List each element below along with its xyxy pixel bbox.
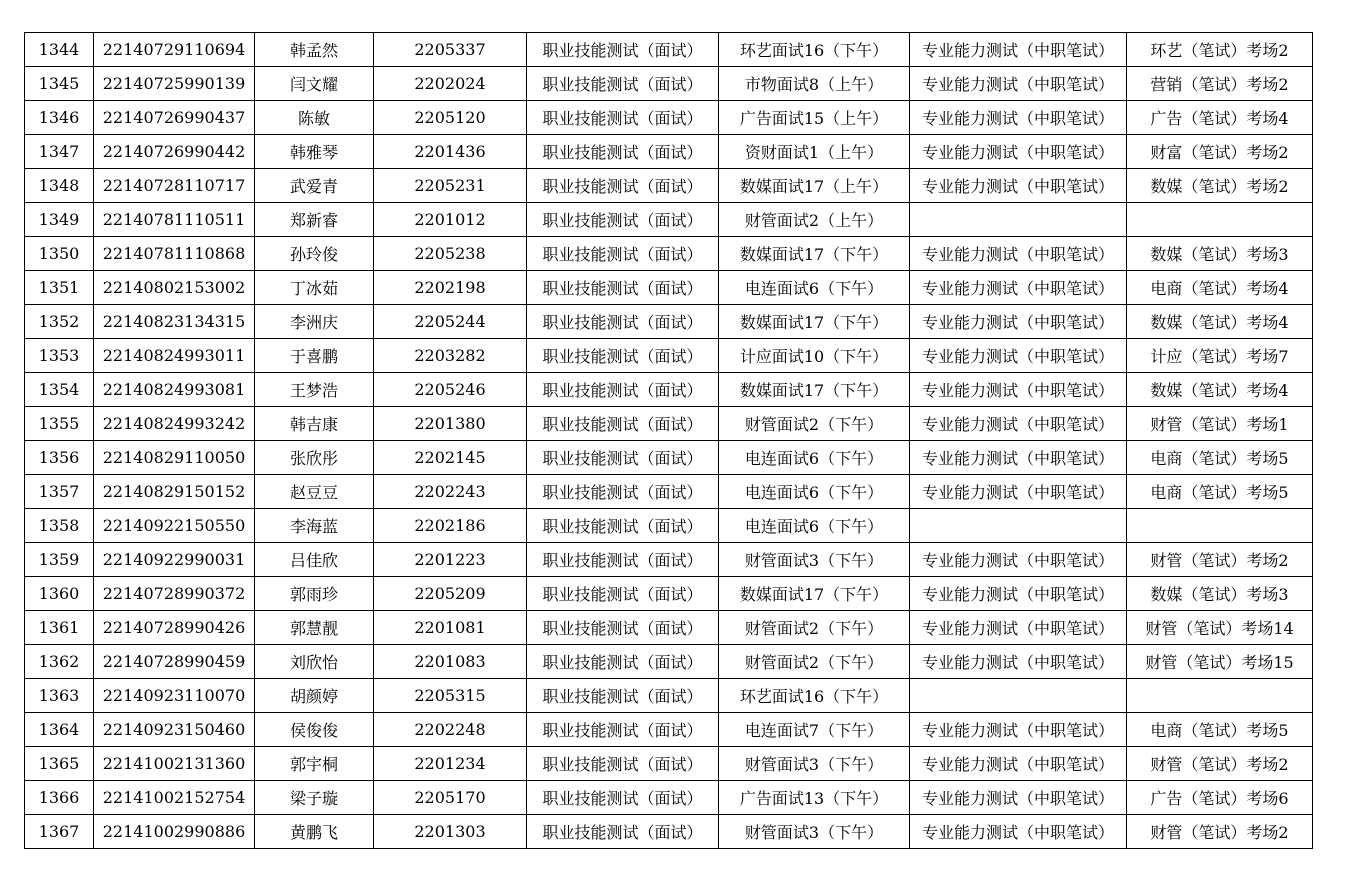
exam-code-cell: 2201012 — [374, 203, 527, 237]
ability-test-cell: 专业能力测试（中职笔试） — [910, 713, 1127, 747]
written-room-cell: 数媒（笔试）考场3 — [1127, 577, 1313, 611]
exam-code-cell: 2205244 — [374, 305, 527, 339]
skill-test-cell: 职业技能测试（面试） — [527, 475, 719, 509]
written-room-cell: 财管（笔试）考场15 — [1127, 645, 1313, 679]
ability-test-cell — [910, 679, 1127, 713]
written-room-cell: 广告（笔试）考场6 — [1127, 781, 1313, 815]
ability-test-cell: 专业能力测试（中职笔试） — [910, 237, 1127, 271]
candidate-id-cell: 22140824993242 — [94, 407, 255, 441]
exam-code-cell: 2205238 — [374, 237, 527, 271]
exam-code-cell: 2201081 — [374, 611, 527, 645]
skill-test-cell: 职业技能测试（面试） — [527, 679, 719, 713]
interview-room-cell: 资财面试1（上午） — [719, 135, 910, 169]
table-row — [25, 237, 1313, 271]
candidate-id-cell: 22140728990372 — [94, 577, 255, 611]
table-row — [25, 475, 1313, 509]
name-cell: 丁冰茹 — [255, 271, 374, 305]
exam-code-cell: 2205315 — [374, 679, 527, 713]
skill-test-cell: 职业技能测试（面试） — [527, 305, 719, 339]
written-room-cell: 电商（笔试）考场5 — [1127, 475, 1313, 509]
skill-test-cell: 职业技能测试（面试） — [527, 509, 719, 543]
table-row — [25, 441, 1313, 475]
serial-number-cell: 1366 — [25, 781, 94, 815]
serial-number-cell: 1354 — [25, 373, 94, 407]
candidate-id-cell: 22141002131360 — [94, 747, 255, 781]
name-cell: 孙玲俊 — [255, 237, 374, 271]
ability-test-cell: 专业能力测试（中职笔试） — [910, 441, 1127, 475]
serial-number-cell: 1348 — [25, 169, 94, 203]
interview-room-cell: 数媒面试17（下午） — [719, 577, 910, 611]
serial-number-cell: 1359 — [25, 543, 94, 577]
skill-test-cell: 职业技能测试（面试） — [527, 543, 719, 577]
name-cell: 郭雨珍 — [255, 577, 374, 611]
ability-test-cell: 专业能力测试（中职笔试） — [910, 781, 1127, 815]
candidate-id-cell: 22141002990886 — [94, 815, 255, 849]
serial-number-cell: 1347 — [25, 135, 94, 169]
interview-room-cell: 电连面试6（下午） — [719, 441, 910, 475]
exam-code-cell: 2205246 — [374, 373, 527, 407]
name-cell: 黄鹏飞 — [255, 815, 374, 849]
ability-test-cell: 专业能力测试（中职笔试） — [910, 67, 1127, 101]
written-room-cell: 电商（笔试）考场5 — [1127, 441, 1313, 475]
serial-number-cell: 1363 — [25, 679, 94, 713]
candidate-id-cell: 22140729110694 — [94, 33, 255, 67]
serial-number-cell: 1349 — [25, 203, 94, 237]
interview-room-cell: 电连面试6（下午） — [719, 271, 910, 305]
table-row — [25, 305, 1313, 339]
skill-test-cell: 职业技能测试（面试） — [527, 815, 719, 849]
exam-code-cell: 2202024 — [374, 67, 527, 101]
exam-code-cell: 2202145 — [374, 441, 527, 475]
interview-room-cell: 财管面试3（下午） — [719, 747, 910, 781]
skill-test-cell: 职业技能测试（面试） — [527, 441, 719, 475]
candidate-id-cell: 22140728990459 — [94, 645, 255, 679]
ability-test-cell: 专业能力测试（中职笔试） — [910, 407, 1127, 441]
ability-test-cell: 专业能力测试（中职笔试） — [910, 33, 1127, 67]
written-room-cell: 环艺（笔试）考场2 — [1127, 33, 1313, 67]
exam-code-cell: 2205209 — [374, 577, 527, 611]
candidate-id-cell: 22140726990442 — [94, 135, 255, 169]
interview-room-cell: 财管面试2（下午） — [719, 407, 910, 441]
table-row — [25, 611, 1313, 645]
serial-number-cell: 1350 — [25, 237, 94, 271]
interview-room-cell: 广告面试15（上午） — [719, 101, 910, 135]
candidate-id-cell: 22140781110511 — [94, 203, 255, 237]
serial-number-cell: 1356 — [25, 441, 94, 475]
ability-test-cell: 专业能力测试（中职笔试） — [910, 611, 1127, 645]
ability-test-cell — [910, 203, 1127, 237]
skill-test-cell: 职业技能测试（面试） — [527, 407, 719, 441]
serial-number-cell: 1351 — [25, 271, 94, 305]
interview-room-cell: 财管面试2（下午） — [719, 611, 910, 645]
written-room-cell: 财管（笔试）考场1 — [1127, 407, 1313, 441]
serial-number-cell: 1345 — [25, 67, 94, 101]
written-room-cell — [1127, 509, 1313, 543]
serial-number-cell: 1346 — [25, 101, 94, 135]
serial-number-cell: 1358 — [25, 509, 94, 543]
exam-code-cell: 2201436 — [374, 135, 527, 169]
table-row — [25, 373, 1313, 407]
serial-number-cell: 1353 — [25, 339, 94, 373]
table-row — [25, 101, 1313, 135]
exam-code-cell: 2205170 — [374, 781, 527, 815]
interview-room-cell: 财管面试2（上午） — [719, 203, 910, 237]
candidate-id-cell: 22140923110070 — [94, 679, 255, 713]
name-cell: 吕佳欣 — [255, 543, 374, 577]
serial-number-cell: 1361 — [25, 611, 94, 645]
skill-test-cell: 职业技能测试（面试） — [527, 169, 719, 203]
written-room-cell: 营销（笔试）考场2 — [1127, 67, 1313, 101]
written-room-cell: 计应（笔试）考场7 — [1127, 339, 1313, 373]
table-row — [25, 577, 1313, 611]
candidate-id-cell: 22140725990139 — [94, 67, 255, 101]
written-room-cell: 财管（笔试）考场14 — [1127, 611, 1313, 645]
name-cell: 郭宇桐 — [255, 747, 374, 781]
exam-schedule-table — [24, 32, 1313, 849]
exam-code-cell: 2202248 — [374, 713, 527, 747]
name-cell: 赵豆豆 — [255, 475, 374, 509]
table-row — [25, 543, 1313, 577]
table-row — [25, 169, 1313, 203]
skill-test-cell: 职业技能测试（面试） — [527, 67, 719, 101]
candidate-id-cell: 22140829110050 — [94, 441, 255, 475]
candidate-id-cell: 22140824993011 — [94, 339, 255, 373]
exam-code-cell: 2202243 — [374, 475, 527, 509]
table-row — [25, 781, 1313, 815]
candidate-id-cell: 22141002152754 — [94, 781, 255, 815]
skill-test-cell: 职业技能测试（面试） — [527, 713, 719, 747]
name-cell: 郑新睿 — [255, 203, 374, 237]
candidate-id-cell: 22140728110717 — [94, 169, 255, 203]
serial-number-cell: 1364 — [25, 713, 94, 747]
skill-test-cell: 职业技能测试（面试） — [527, 237, 719, 271]
written-room-cell: 广告（笔试）考场4 — [1127, 101, 1313, 135]
written-room-cell: 财管（笔试）考场2 — [1127, 815, 1313, 849]
ability-test-cell: 专业能力测试（中职笔试） — [910, 543, 1127, 577]
exam-code-cell: 2205337 — [374, 33, 527, 67]
ability-test-cell: 专业能力测试（中职笔试） — [910, 101, 1127, 135]
written-room-cell — [1127, 679, 1313, 713]
table-row — [25, 679, 1313, 713]
written-room-cell: 财管（笔试）考场2 — [1127, 747, 1313, 781]
exam-code-cell: 2201380 — [374, 407, 527, 441]
serial-number-cell: 1360 — [25, 577, 94, 611]
name-cell: 闫文耀 — [255, 67, 374, 101]
interview-room-cell: 电连面试7（下午） — [719, 713, 910, 747]
table-row — [25, 33, 1313, 67]
table-row — [25, 645, 1313, 679]
ability-test-cell: 专业能力测试（中职笔试） — [910, 475, 1127, 509]
written-room-cell: 数媒（笔试）考场4 — [1127, 373, 1313, 407]
name-cell: 李洲庆 — [255, 305, 374, 339]
name-cell: 胡颜婷 — [255, 679, 374, 713]
ability-test-cell: 专业能力测试（中职笔试） — [910, 373, 1127, 407]
name-cell: 刘欣怡 — [255, 645, 374, 679]
name-cell: 陈敏 — [255, 101, 374, 135]
exam-code-cell: 2201303 — [374, 815, 527, 849]
written-room-cell — [1127, 203, 1313, 237]
written-room-cell: 数媒（笔试）考场3 — [1127, 237, 1313, 271]
name-cell: 武爱青 — [255, 169, 374, 203]
ability-test-cell: 专业能力测试（中职笔试） — [910, 747, 1127, 781]
ability-test-cell: 专业能力测试（中职笔试） — [910, 135, 1127, 169]
skill-test-cell: 职业技能测试（面试） — [527, 101, 719, 135]
exam-code-cell: 2203282 — [374, 339, 527, 373]
exam-code-cell: 2201223 — [374, 543, 527, 577]
interview-room-cell: 数媒面试17（下午） — [719, 373, 910, 407]
written-room-cell: 财富（笔试）考场2 — [1127, 135, 1313, 169]
serial-number-cell: 1365 — [25, 747, 94, 781]
serial-number-cell: 1352 — [25, 305, 94, 339]
skill-test-cell: 职业技能测试（面试） — [527, 645, 719, 679]
table-row — [25, 203, 1313, 237]
candidate-id-cell: 22140726990437 — [94, 101, 255, 135]
name-cell: 侯俊俊 — [255, 713, 374, 747]
table-row — [25, 271, 1313, 305]
skill-test-cell: 职业技能测试（面试） — [527, 135, 719, 169]
serial-number-cell: 1362 — [25, 645, 94, 679]
interview-room-cell: 广告面试13（下午） — [719, 781, 910, 815]
name-cell: 李海蓝 — [255, 509, 374, 543]
table-row — [25, 67, 1313, 101]
ability-test-cell: 专业能力测试（中职笔试） — [910, 271, 1127, 305]
skill-test-cell: 职业技能测试（面试） — [527, 33, 719, 67]
interview-room-cell: 环艺面试16（下午） — [719, 33, 910, 67]
skill-test-cell: 职业技能测试（面试） — [527, 747, 719, 781]
interview-room-cell: 数媒面试17（下午） — [719, 237, 910, 271]
interview-room-cell: 财管面试2（下午） — [719, 645, 910, 679]
name-cell: 郭慧靓 — [255, 611, 374, 645]
candidate-id-cell: 22140823134315 — [94, 305, 255, 339]
candidate-id-cell: 22140922990031 — [94, 543, 255, 577]
ability-test-cell: 专业能力测试（中职笔试） — [910, 169, 1127, 203]
table-row — [25, 339, 1313, 373]
name-cell: 王梦浩 — [255, 373, 374, 407]
candidate-id-cell: 22140829150152 — [94, 475, 255, 509]
candidate-id-cell: 22140802153002 — [94, 271, 255, 305]
skill-test-cell: 职业技能测试（面试） — [527, 611, 719, 645]
table-body — [25, 33, 1313, 849]
exam-code-cell: 2201083 — [374, 645, 527, 679]
candidate-id-cell: 22140923150460 — [94, 713, 255, 747]
name-cell: 梁子璇 — [255, 781, 374, 815]
table-row — [25, 135, 1313, 169]
interview-room-cell: 电连面试6（下午） — [719, 475, 910, 509]
interview-room-cell: 数媒面试17（下午） — [719, 305, 910, 339]
interview-room-cell: 电连面试6（下午） — [719, 509, 910, 543]
skill-test-cell: 职业技能测试（面试） — [527, 271, 719, 305]
written-room-cell: 财管（笔试）考场2 — [1127, 543, 1313, 577]
exam-code-cell: 2201234 — [374, 747, 527, 781]
exam-code-cell: 2202186 — [374, 509, 527, 543]
written-room-cell: 数媒（笔试）考场4 — [1127, 305, 1313, 339]
interview-room-cell: 计应面试10（下午） — [719, 339, 910, 373]
written-room-cell: 数媒（笔试）考场2 — [1127, 169, 1313, 203]
ability-test-cell: 专业能力测试（中职笔试） — [910, 645, 1127, 679]
interview-room-cell: 环艺面试16（下午） — [719, 679, 910, 713]
serial-number-cell: 1355 — [25, 407, 94, 441]
serial-number-cell: 1367 — [25, 815, 94, 849]
name-cell: 韩吉康 — [255, 407, 374, 441]
candidate-id-cell: 22140922150550 — [94, 509, 255, 543]
name-cell: 张欣彤 — [255, 441, 374, 475]
ability-test-cell: 专业能力测试（中职笔试） — [910, 305, 1127, 339]
table-row — [25, 509, 1313, 543]
ability-test-cell — [910, 509, 1127, 543]
interview-room-cell: 市物面试8（上午） — [719, 67, 910, 101]
candidate-id-cell: 22140728990426 — [94, 611, 255, 645]
skill-test-cell: 职业技能测试（面试） — [527, 577, 719, 611]
table-row — [25, 713, 1313, 747]
ability-test-cell: 专业能力测试（中职笔试） — [910, 339, 1127, 373]
exam-code-cell: 2205231 — [374, 169, 527, 203]
skill-test-cell: 职业技能测试（面试） — [527, 203, 719, 237]
candidate-id-cell: 22140781110868 — [94, 237, 255, 271]
table-row — [25, 815, 1313, 849]
exam-code-cell: 2205120 — [374, 101, 527, 135]
written-room-cell: 电商（笔试）考场5 — [1127, 713, 1313, 747]
table-row — [25, 407, 1313, 441]
name-cell: 于喜鹏 — [255, 339, 374, 373]
interview-room-cell: 财管面试3（下午） — [719, 543, 910, 577]
interview-room-cell: 数媒面试17（上午） — [719, 169, 910, 203]
skill-test-cell: 职业技能测试（面试） — [527, 339, 719, 373]
skill-test-cell: 职业技能测试（面试） — [527, 373, 719, 407]
skill-test-cell: 职业技能测试（面试） — [527, 781, 719, 815]
serial-number-cell: 1357 — [25, 475, 94, 509]
name-cell: 韩孟然 — [255, 33, 374, 67]
interview-room-cell: 财管面试3（下午） — [719, 815, 910, 849]
ability-test-cell: 专业能力测试（中职笔试） — [910, 577, 1127, 611]
ability-test-cell: 专业能力测试（中职笔试） — [910, 815, 1127, 849]
candidate-id-cell: 22140824993081 — [94, 373, 255, 407]
written-room-cell: 电商（笔试）考场4 — [1127, 271, 1313, 305]
table-row — [25, 747, 1313, 781]
name-cell: 韩雅琴 — [255, 135, 374, 169]
serial-number-cell: 1344 — [25, 33, 94, 67]
exam-code-cell: 2202198 — [374, 271, 527, 305]
